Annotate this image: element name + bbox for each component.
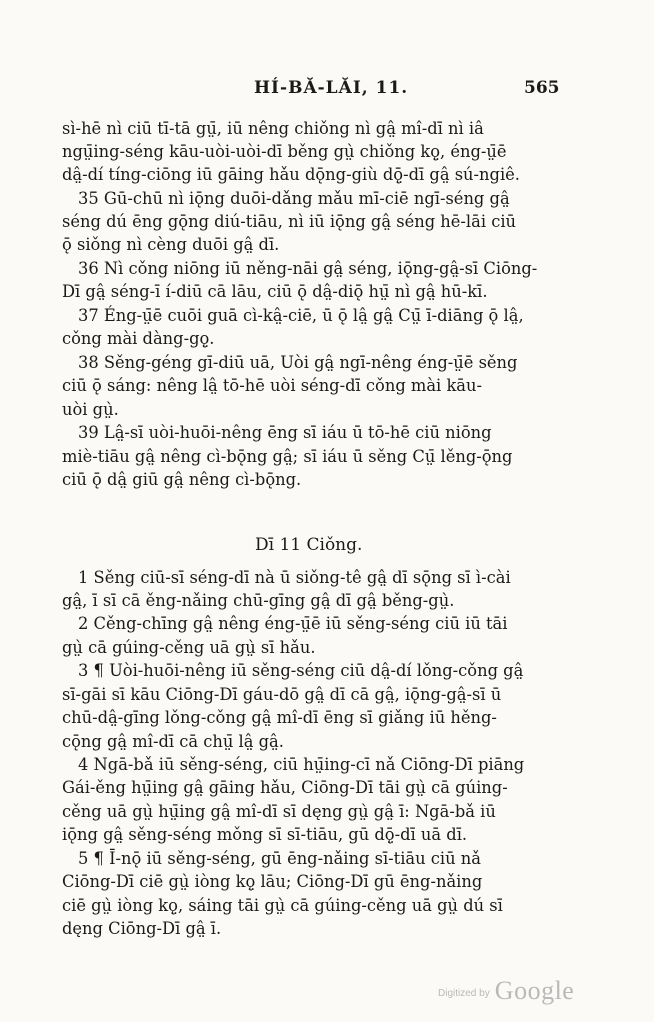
text-line: cǭng gâ̤ mî-dī cā chṳ̄ lâ̤ gâ̤. xyxy=(62,732,284,751)
text-line: gâ̤, ī sī cā ěng-nǎing chū-gīng gâ̤ dī gâ̤ běng-gṳ̀. xyxy=(62,591,455,610)
text-line: 39 Lâ̤-sī uòi-huōi-nêng ēng sī iáu ū tō-hē ciū niōng xyxy=(78,423,492,442)
text-line: 35 Gū-chū nì iǭng duōi-dǎng mǎu mī-ciē ngī-séng gâ̤ xyxy=(78,189,510,208)
text-line: 37 Éng-ṳ̄ē cuōi guā cì-kâ̤-ciē, ū ǭ lâ̤ gâ̤ Cṳ̄ ī-diāng ǭ lâ̤, xyxy=(78,306,524,325)
text-line: ciū ǭ sáng: nêng lâ̤ tō-hē uòi séng-dī cǒng mài kāu- xyxy=(62,376,482,395)
text-line: dęng Ciōng-Dī gâ̤ ī. xyxy=(62,919,222,938)
watermark-brand-text: Google xyxy=(494,976,575,1005)
text-line: 38 Sěng-géng gī-diū uā, Uòi gâ̤ ngī-nêng éng-ṳ̄ē sěng xyxy=(78,353,518,372)
text-line: ciū ǭ dâ̤ giū gâ̤ nêng cì-bǭng. xyxy=(62,470,302,489)
text-line: cǒng mài dàng-gǫ̤. xyxy=(62,329,215,348)
text-line: 3 ¶ Uòi-huōi-nêng iū sěng-séng ciū dâ̤-dí lǒng-cǒng gâ̤ xyxy=(78,661,524,680)
text-line: 36 Nì cǒng niōng iū něng-nāi gâ̤ séng, iǭng-gâ̤-sī Ciōng- xyxy=(78,259,538,278)
watermark-digitized-text: Digitized by xyxy=(438,988,490,999)
text-line: gṳ̀ cā gúing-cěng uā gṳ̀ sī hǎu. xyxy=(62,638,316,657)
running-title: HÍ-BĂ-LĂI, 11. xyxy=(254,78,409,98)
text-line: Dī gâ̤ séng-ī í-diū cā lāu, ciū ǭ dâ̤-diǭ hṳ̄ nì gâ̤ hū-kī. xyxy=(62,282,488,301)
text-line: 4 Ngā-bǎ iū sěng-séng, ciū hṳ̄ing-cī nǎ Ciōng-Dī piāng xyxy=(78,755,525,774)
text-line: sì-hē nì ciū tī-tā gṳ̄, iū nêng chiǒng nì gâ̤ mî-dī nì iâ xyxy=(62,119,484,138)
text-line: séng dú ēng gǭng diú-tiāu, nì iū iǭng gâ̤ séng hē-lāi ciū xyxy=(62,212,517,231)
text-line: iǭng gâ̤ sěng-séng mǒng sī sī-tiāu, gū dǭ̤-dī uā dī. xyxy=(62,825,468,844)
text-line: cěng uā gṳ̀ hṳ̄ing gâ̤ mî-dī sī dęng gṳ̀ gâ̤ ī: Ngā-bǎ iū xyxy=(62,802,496,821)
text-line: 2 Cěng-chīng gâ̤ nêng éng-ṳ̄ē iū sěng-séng ciū iū tāi xyxy=(78,614,508,633)
text-line: chū-dâ̤-gīng lǒng-cǒng gâ̤ mî-dī ēng sī giǎng iū hěng- xyxy=(62,708,497,727)
text-line: sī-gāi sī kāu Ciōng-Dī gáu-dō gâ̤ dī cā gâ̤, iǭng-gâ̤-sī ū xyxy=(62,685,502,704)
text-line: 5 ¶ Ī-nǭ iū sěng-séng, gū ēng-nǎing sī-tiāu ciū nǎ xyxy=(78,849,481,868)
text-line: dâ̤-dí tíng-ciōng iū gāing hǎu dǭng-giù dǭ̤-dī gâ̤ sú-ngiê. xyxy=(62,165,520,184)
page-number: 565 xyxy=(524,78,560,98)
text-line: ciē gṳ̀ iòng kǫ̤, sáing tāi gṳ̀ cā gúing-cěng uā gṳ̀ dú sī xyxy=(62,896,503,915)
chapter-heading: Dī 11 Ciǒng. xyxy=(255,535,363,555)
text-line: Gái-ěng hṳ̄ing gâ̤ gāing hǎu, Ciōng-Dī tāi gṳ̀ cā gúing- xyxy=(62,778,508,797)
text-line: ǭ siǒng nì cèng duōi gâ̤ dī. xyxy=(62,235,280,254)
text-line: 1 Sěng ciū-sī séng-dī nà ū siǒng-tê gâ̤ dī sǭng sī ì-cài xyxy=(78,568,511,587)
text-line: ngṳ̄ing-séng kāu-uòi-uòi-dī běng gṳ̀ chiǒng kǫ̤, éng-ṳ̄ē xyxy=(62,142,507,161)
digitized-by-watermark xyxy=(438,976,574,1006)
text-line: miè-tiāu gâ̤ nêng cì-bǭng gâ̤; sī iáu ū sěng Cṳ̄ lěng-ǭng xyxy=(62,447,513,466)
text-line: Ciōng-Dī ciē gṳ̀ iòng kǫ̤ lāu; Ciōng-Dī gū ēng-nǎing xyxy=(62,872,483,891)
text-line: uòi gṳ̀. xyxy=(62,400,119,419)
page-header xyxy=(0,78,654,104)
